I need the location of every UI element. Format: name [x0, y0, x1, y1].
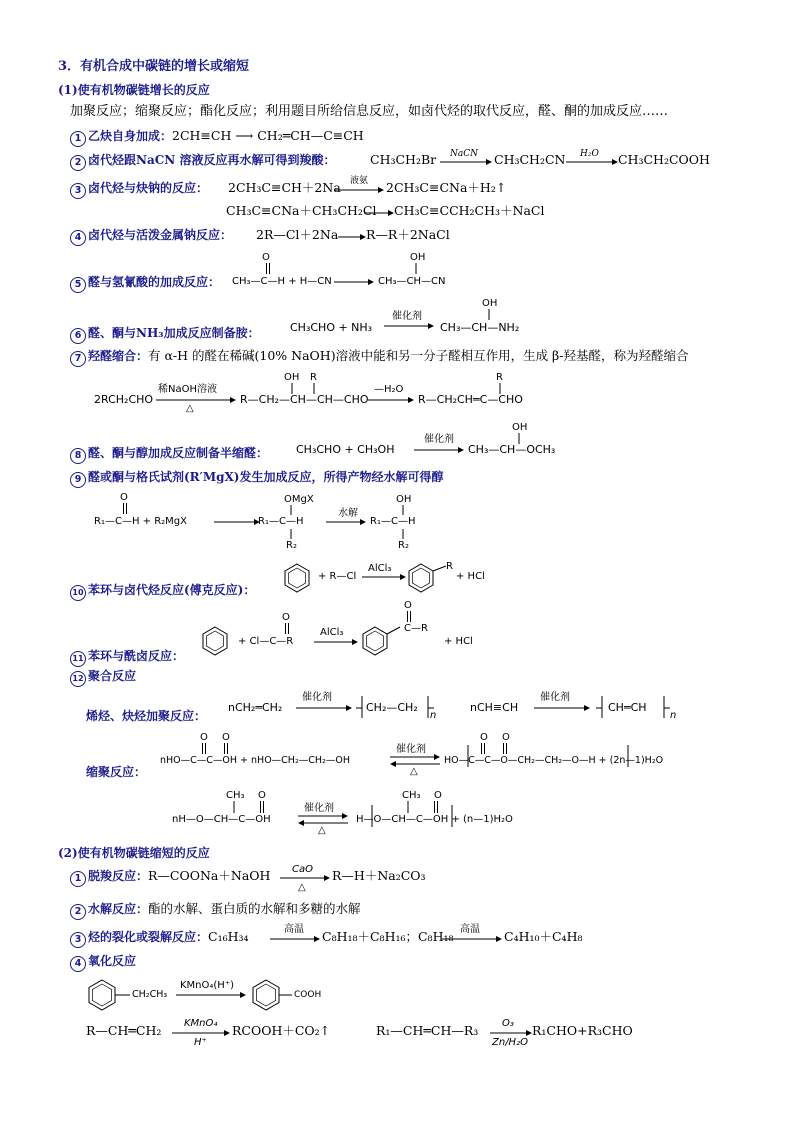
arrow: [156, 396, 236, 404]
item-label: 乙炔自身加成：: [88, 129, 173, 143]
eq-s2-3b: C₈H₁₈＋C₈H₁₆；C₈H₁₈: [322, 929, 454, 944]
ox1-rhs: RCOOH＋CO₂↑: [232, 1023, 331, 1038]
ox1-bot: H⁺: [194, 1037, 207, 1048]
arrow: [296, 704, 352, 712]
item-2: [70, 152, 335, 171]
arrow: [440, 158, 492, 166]
add2-n: n: [670, 710, 677, 721]
arrow: [414, 446, 464, 454]
circle-number: 2: [70, 904, 86, 920]
c1-o4: O: [502, 732, 510, 743]
oh-6: OH: [482, 298, 498, 309]
cond-9: 水解: [338, 508, 358, 519]
eq-s2-1b: R—H＋Na₂CO₃: [332, 868, 426, 883]
cond2-rhs: H—O—CH—C—OH + (n—1)H₂O: [356, 814, 513, 825]
subsection-title-1: (1)使有机物碳链增长的反应: [58, 83, 210, 97]
circle-number: 10: [70, 585, 86, 601]
circle-number: 3: [70, 183, 86, 199]
cond-s2-1-bot: △: [298, 882, 306, 893]
carbonyl-o: O: [262, 252, 270, 263]
circle-number: 3: [70, 932, 86, 948]
oh-5: OH: [410, 252, 426, 263]
cond1-lhs: nHO—C—C—OH + nHO—CH₂—CH₂—OH: [160, 755, 350, 766]
eq-4a: 2R—Cl＋2Na: [256, 227, 339, 242]
item-label: 羟醛缩合：: [88, 349, 149, 363]
arrow: [442, 935, 502, 943]
c1-o2: O: [222, 732, 230, 743]
arrow: [326, 518, 366, 526]
cond-10: AlCl₃: [368, 563, 392, 574]
circle-number: 4: [70, 956, 86, 972]
equation: C₁₆H₃₄: [208, 929, 249, 944]
c1-o1: O: [200, 732, 208, 743]
section-heading: 3．有机合成中碳链的增长或缩短: [58, 59, 250, 74]
ox2-top: O₃: [502, 1018, 514, 1029]
item-label: 脱羧反应：: [88, 869, 149, 883]
intro-text: 加聚反应；缩聚反应；酯化反应；利用题目所给信息反应，如卤代烃的取代反应，醛、酮的加成反应……: [70, 104, 669, 119]
item-9: [70, 469, 443, 488]
arrow: [314, 638, 358, 646]
item-label: 醛、酮与NH₃加成反应制备胺：: [88, 326, 260, 340]
eq-4b: R—R＋2NaCl: [366, 227, 450, 242]
ox2-bot: Zn/H₂O: [492, 1037, 528, 1048]
add1-rhs: CH₂—CH₂: [366, 701, 418, 714]
arrow: [172, 1029, 230, 1037]
cond-7-top: 稀NaOH溶液: [158, 384, 217, 395]
c2-ch3b: CH₃: [402, 790, 421, 801]
eq-2a: CH₃CH₂Br: [370, 152, 437, 167]
arrow: [362, 573, 406, 581]
acylbenzene-icon: [360, 625, 406, 657]
circle-number: 2: [70, 155, 86, 171]
circle-number: 4: [70, 230, 86, 246]
eq-2b: CH₃CH₂CN: [494, 152, 566, 167]
s2-item-1: [70, 868, 270, 887]
double-bond: [265, 263, 271, 275]
item-label: 聚合反应: [88, 669, 137, 683]
item-10: [70, 582, 255, 601]
lhs-9: R₁—C—H + R₂MgX: [94, 516, 187, 527]
eq-s2-3c: C₄H₁₀＋C₄H₈: [504, 929, 583, 944]
item-desc: 有 α-H 的醛在稀碱(10% NaOH)溶液中能和另一分子醛相互作用，生成 β-羟基醛，称为羟醛缩合: [148, 348, 689, 363]
cond-7-2: —H₂O: [374, 384, 404, 395]
rhs-5: CH₃—CH—CN: [378, 276, 446, 287]
item-6: [70, 325, 260, 344]
add2-lhs: nCH≡CH: [470, 701, 519, 714]
item-11: [70, 648, 184, 667]
cond1-catalyst: 催化剂: [396, 744, 426, 755]
lhs-11: + Cl—C—R: [238, 636, 294, 647]
lhs-7: 2RCH₂CHO: [94, 393, 154, 406]
item-label: 醛与氢氰酸的加成反应：: [88, 275, 221, 289]
arrow: [490, 1029, 532, 1037]
ox1-top: KMnO₄: [184, 1018, 218, 1029]
item-1: [70, 128, 364, 147]
mid-7-r: R: [310, 372, 317, 383]
item-label: 醛、酮与醇加成反应制备半缩醛：: [88, 446, 269, 460]
ethylbenzene-icon: [86, 978, 132, 1012]
omgx-9: OMgX: [284, 494, 314, 505]
mid-9: R₁—C—H: [258, 516, 304, 527]
cond1-rhs: HO—C—C—O—CH₂—CH₂—O—H + (2n—1)H₂O: [444, 755, 664, 766]
subsection-title-2: (2)使有机物碳链缩短的反应: [58, 846, 210, 860]
double-bond: [201, 743, 231, 755]
r-10: R: [446, 561, 453, 572]
circle-number: 6: [70, 328, 86, 344]
add1-n: n: [430, 710, 437, 721]
cond-s2-3a: 高温: [284, 924, 304, 935]
item-label: 氧化反应: [88, 954, 137, 968]
cond-11: AlCl₃: [320, 627, 344, 638]
item-4: [70, 227, 232, 246]
ketone-11: C—R: [404, 623, 428, 634]
benzoic-acid-icon: [250, 978, 300, 1012]
cond-7-bot: △: [186, 403, 194, 414]
bonds: [232, 801, 266, 815]
double-bond: [284, 623, 290, 635]
tol-sub: CH₂CH₃: [132, 989, 168, 1000]
rhs-10: + HCl: [456, 571, 485, 582]
r2-9: R₂: [286, 540, 297, 551]
add2-cond: 催化剂: [540, 692, 570, 703]
rhs-11: + HCl: [444, 636, 473, 647]
cond1-heat: △: [410, 766, 418, 777]
ox1-lhs: R—CH═CH₂: [86, 1023, 162, 1038]
o-11b: O: [404, 600, 412, 611]
c2-ch3: CH₃: [226, 790, 245, 801]
benzene-icon: [282, 562, 312, 594]
item-label: 烃的裂化或裂解反应：: [88, 930, 209, 944]
addition-label: 烯烃、炔烃加聚反应：: [86, 709, 207, 723]
c2-o: O: [258, 790, 266, 801]
circle-number: 5: [70, 277, 86, 293]
add1-lhs: nCH₂═CH₂: [228, 701, 283, 714]
tol-prod: COOH: [294, 990, 322, 1000]
lhs-8: CH₃CHO + CH₃OH: [296, 443, 395, 456]
s2-item-4: [70, 953, 136, 972]
arrow: [176, 991, 246, 999]
item-label: 水解反应：: [88, 902, 149, 916]
eq-3-1b: 2CH₃C≡CNa＋H₂↑: [386, 180, 507, 195]
add2-rhs: CH═CH: [608, 701, 647, 714]
cond-8: 催化剂: [424, 434, 454, 445]
item-label: 卤代烃跟NaCN 溶液反应再水解可得到羧酸：: [88, 153, 336, 167]
bond: [487, 309, 491, 321]
lhs-10: + R—Cl: [318, 571, 357, 582]
circle-number: 1: [70, 871, 86, 887]
arrow: [270, 935, 320, 943]
circle-number: 9: [70, 472, 86, 488]
equation: 酯的水解、蛋白质的水解和多糖的水解: [148, 901, 361, 916]
lhs-5: CH₃—C—H + H—CN: [232, 276, 332, 287]
c2-ob: O: [434, 790, 442, 801]
ox2-lhs: R₁—CH═CH—R₃: [376, 1023, 479, 1038]
item-label: 醛或酮与格氏试剂(R′MgX)发生加成反应，所得产物经水解可得醇: [88, 470, 444, 484]
arrow: [334, 278, 374, 286]
item-label: 卤代烃与活泼金属钠反应：: [88, 228, 233, 242]
arrow: [384, 322, 434, 330]
tol-cond: KMnO₄(H⁺): [180, 980, 235, 991]
c1-o3: O: [480, 732, 488, 743]
item-8: [70, 445, 268, 464]
o-9: O: [120, 492, 128, 503]
mid-7: R—CH₂—CH—CH—CHO: [240, 393, 369, 406]
arrow: [334, 186, 384, 194]
arrow: [364, 209, 394, 217]
lhs-6: CH₃CHO + NH₃: [290, 321, 373, 334]
s2-item-3: [70, 929, 249, 948]
cond-s2-3b: 高温: [460, 924, 480, 935]
item-label: 苯环与酰卤反应：: [88, 649, 185, 663]
circle-number: 12: [70, 671, 86, 687]
arrow: [534, 704, 590, 712]
bond: [414, 263, 418, 275]
cond-6: 催化剂: [392, 311, 422, 322]
item-5: [70, 274, 220, 293]
equation: 2CH≡CH ⟶ CH₂═CH—C≡CH: [172, 128, 364, 143]
condensation-label: 缩聚反应：: [86, 765, 147, 779]
rhs-7: R—CH₂CH═C—CHO: [418, 393, 523, 406]
add1-cond: 催化剂: [302, 692, 332, 703]
eq-2c: CH₃CH₂COOH: [618, 152, 710, 167]
arrow: [368, 396, 414, 404]
item-label: 苯环与卤代烃反应(傅克反应)：: [88, 583, 256, 597]
cond-2b: H₂O: [580, 149, 599, 159]
ox2-rhs: R₁CHO+R₃CHO: [532, 1023, 633, 1038]
eq-3-2b: CH₃C≡CCH₂CH₃＋NaCl: [394, 203, 545, 218]
o-11: O: [282, 612, 290, 623]
rhs-8: CH₃—CH—OCH₃: [468, 443, 556, 456]
item-7: [70, 348, 689, 367]
circle-number: 11: [70, 651, 86, 667]
s2-item-2: [70, 901, 361, 920]
circle-number: 1: [70, 131, 86, 147]
rhs-9: R₁—C—H: [370, 516, 416, 527]
rhs-7-r: R: [496, 372, 503, 383]
cond-2a: NaCN: [450, 149, 479, 159]
arrow: [338, 233, 366, 241]
arrow: [214, 518, 260, 526]
arrow: [280, 874, 330, 882]
arrow: [566, 158, 618, 166]
circle-number: 8: [70, 448, 86, 464]
eq-3-2a: CH₃C≡CNa＋CH₃CH₂Cl: [226, 203, 377, 218]
oh-9: OH: [396, 494, 412, 505]
item-12: [70, 668, 136, 687]
rhs-6: CH₃—CH—NH₂: [440, 321, 520, 334]
oh-8: OH: [512, 422, 528, 433]
r2b-9: R₂: [398, 540, 409, 551]
cond-3: 液氨: [350, 176, 369, 186]
benzene-icon: [200, 625, 230, 657]
mid-7-oh: OH: [284, 372, 300, 383]
cond2-lhs: nH—O—CH—C—OH: [172, 814, 271, 825]
cond-s2-1-top: CaO: [292, 864, 313, 875]
cond2-catalyst: 催化剂: [304, 803, 334, 814]
item-3: [70, 180, 208, 199]
cond2-heat: △: [318, 825, 326, 836]
item-label: 卤代烃与炔钠的反应：: [88, 181, 209, 195]
double-bond: [122, 503, 128, 515]
circle-number: 7: [70, 351, 86, 367]
double-bond: [406, 611, 412, 623]
eq-3-1a: 2CH₃C≡CH＋2Na: [228, 180, 341, 195]
equation: R—COONa＋NaOH: [148, 868, 271, 883]
